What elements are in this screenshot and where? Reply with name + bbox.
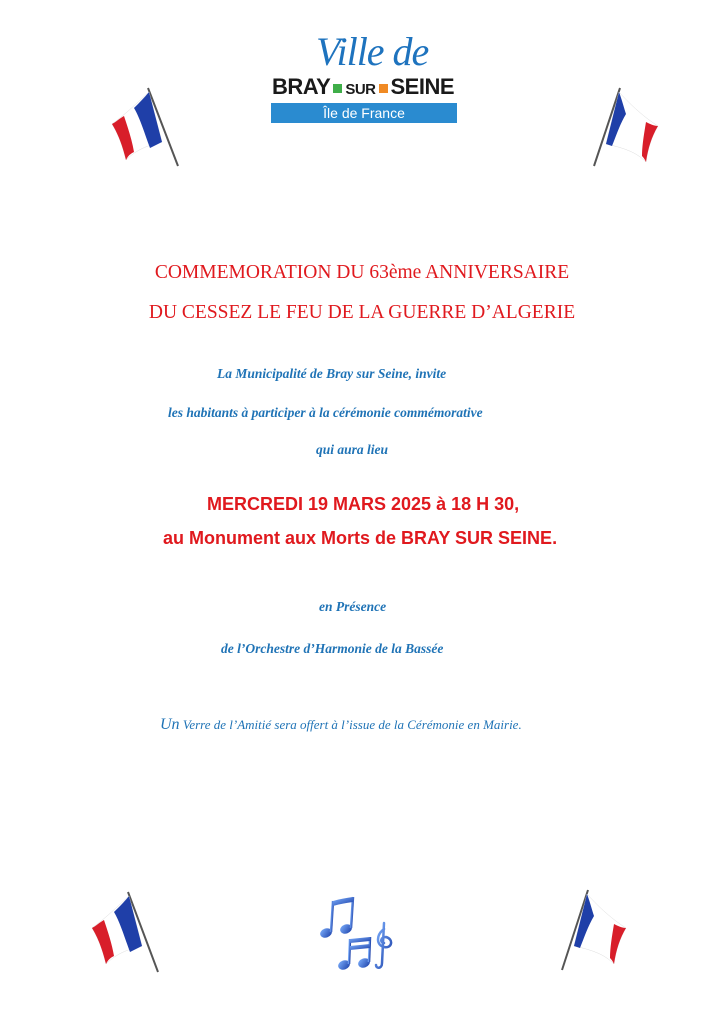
logo-name-left: BRAY xyxy=(272,74,331,99)
logo-name-mid: SUR xyxy=(345,81,376,98)
logo-region-band: Île de France xyxy=(271,103,457,123)
presence-line-2: de l’Orchestre d’Harmonie de la Bassée xyxy=(221,641,444,656)
closing-first-word: Un xyxy=(160,716,180,733)
event-place: au Monument aux Morts de BRAY SUR SEINE. xyxy=(163,528,558,548)
logo-town-name xyxy=(272,74,454,100)
flag-icon xyxy=(586,86,666,176)
flag-icon xyxy=(556,886,636,976)
event-date: MERCREDI 19 MARS 2025 à 18 H 30, xyxy=(207,494,520,514)
flag-icon xyxy=(86,888,166,978)
closing-note xyxy=(160,716,522,734)
logo-ville-text: Ville de xyxy=(316,29,429,74)
town-logo xyxy=(268,28,460,126)
logo-green-square xyxy=(333,84,342,93)
invitation-line-2: les habitants à participer à la cérémonie commémorative xyxy=(168,405,483,420)
music-notes-icon xyxy=(316,893,396,975)
logo-name-right: SEINE xyxy=(390,74,455,99)
heading-line-1: COMMEMORATION DU 63ème ANNIVERSAIRE xyxy=(154,262,570,283)
invitation-line-3: qui aura lieu xyxy=(316,442,389,457)
presence-line-1: en Présence xyxy=(319,599,387,614)
flag-icon xyxy=(104,86,184,176)
closing-rest: Verre de l’Amitié sera offert à l’issue de la Cérémonie en Mairie. xyxy=(179,717,522,732)
heading-line-2: DU CESSEZ LE FEU DE LA GUERRE D’ALGERIE xyxy=(148,302,576,323)
logo-orange-square xyxy=(379,84,388,93)
invitation-line-1: La Municipalité de Bray sur Seine, invite xyxy=(217,366,447,381)
